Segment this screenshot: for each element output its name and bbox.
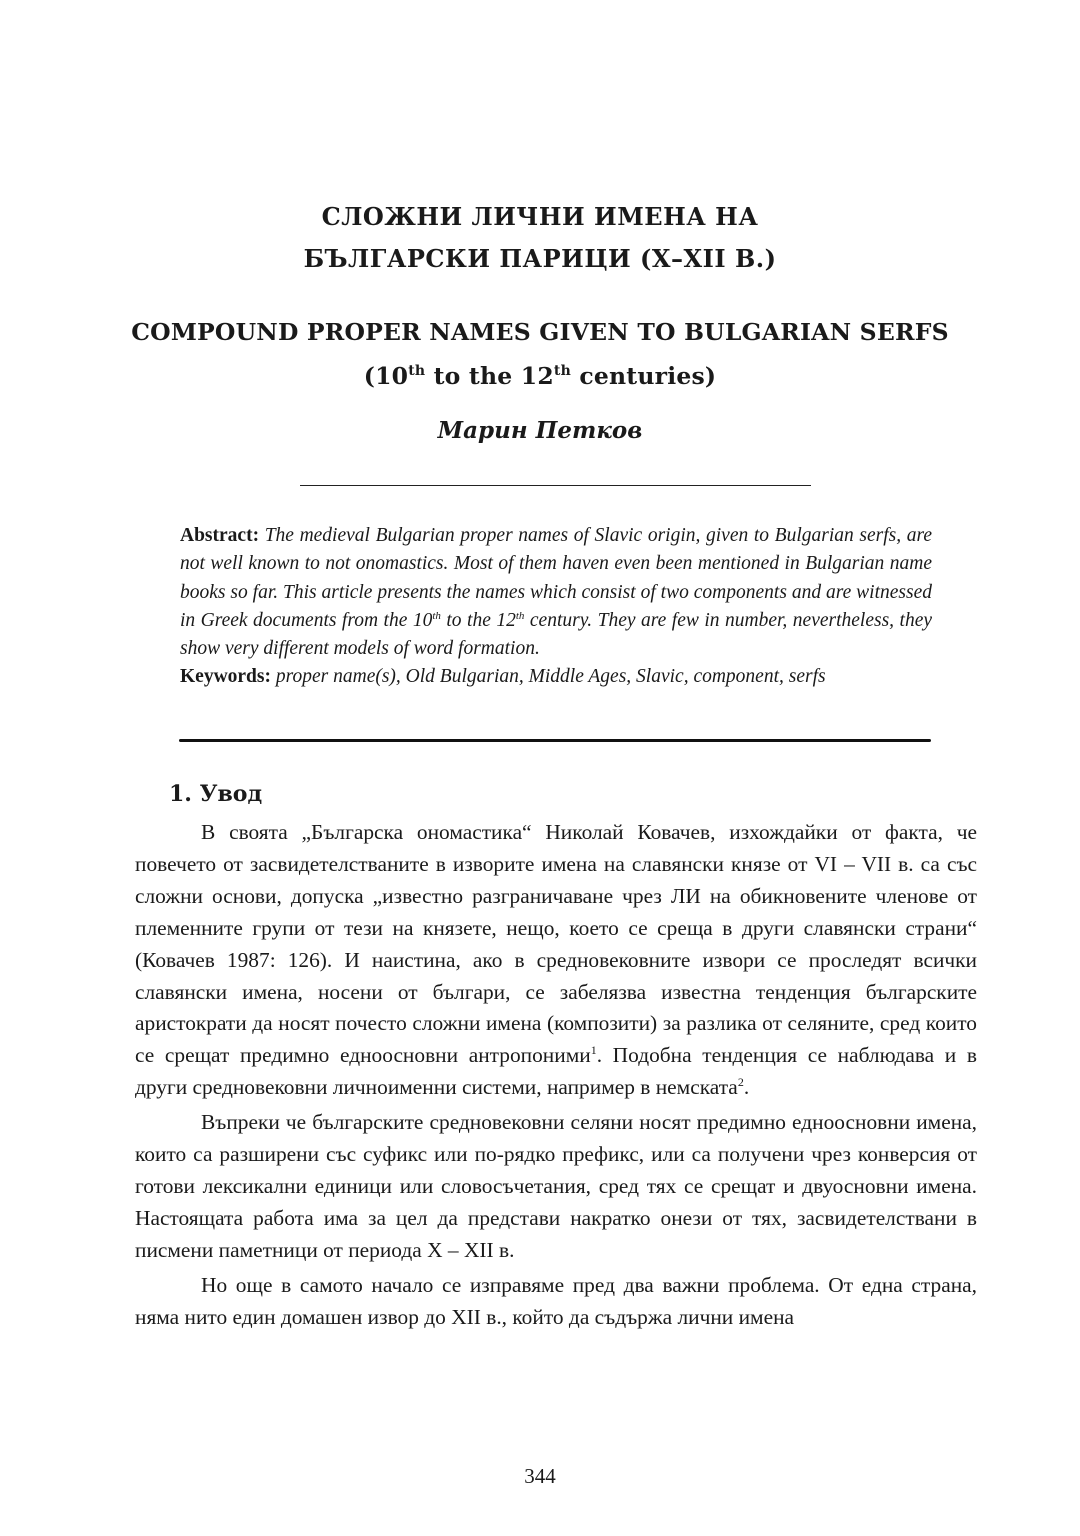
abstract-superscript-b: th xyxy=(515,609,525,622)
footnote-ref-2: 2 xyxy=(737,1075,744,1090)
abstract-divider xyxy=(179,739,931,742)
keywords-text: proper name(s), Old Bulgarian, Middle Ages, Slavic, component, serfs xyxy=(271,666,826,688)
abstract-superscript-a: th xyxy=(432,609,441,622)
keywords-line xyxy=(180,663,932,691)
abstract-label: Abstract: xyxy=(180,525,260,546)
body-text xyxy=(135,817,977,1334)
footnote-ref-1: 1 xyxy=(590,1043,597,1058)
keywords-label: Keywords: xyxy=(180,666,271,688)
abstract-text-a: The medieval Bulgarian proper names of Slavic origin, given to Bulgarian serfs, are not well known to not onomastics. Most of them haven even been mentioned in Bulgarian name books so far. This article presents the names which consist of two components and are witnessed in Greek documents from the 10 xyxy=(180,525,932,631)
title-english-line-1: COMPOUND PROPER NAMES GIVEN TO BULGARIAN SERFS xyxy=(131,318,949,346)
paragraph-1-part-a: В своята „Българска ономастика“ Николай Ковачев, изхождайки от факта, че повечето от засвидетелстваните в изворите имена на славянски князе от VI – VII в. са със сложни основи, допуска „известно разграничаване чрез ЛИ на обикновените членове от племенните групи от тези на князете, нещо, което се среща в други славянски страни“ (Ковачев 1987: 126). И наистина, ако в средновековните извори се проследят всички славянски имена, носени от българи, се забелязва известна тенденция българските аристократи да носят почесто сложни имена (композити) за разлика от селяните, сред които се срещат предимно едноосновни антропоними xyxy=(135,820,977,1068)
author-name: Марин Петков xyxy=(437,417,643,444)
title-english-superscript-b: th xyxy=(553,363,571,379)
abstract-text-c: century. They are few in number, nevertheless, they show very different models of word formation. xyxy=(180,609,933,660)
abstract-block xyxy=(180,522,932,692)
title-english-part-b: to the 12 xyxy=(425,362,554,390)
abstract-text-b: to the 12 xyxy=(440,609,516,631)
paragraph-1 xyxy=(135,817,977,1104)
title-bulgarian-line-2: БЪЛГАРСКИ ПАРИЦИ (X–XII В.) xyxy=(303,244,777,273)
page-number: 344 xyxy=(524,1464,556,1488)
title-english-part-c: centuries) xyxy=(570,362,717,390)
paragraph-1-part-b: . Подобна тенденция се наблюдава и в други средновековни личноименни системи, например в немската xyxy=(135,1043,977,1100)
title-english-superscript-a: th xyxy=(408,363,426,379)
title-english-line-2 xyxy=(0,354,1080,398)
title-divider xyxy=(300,485,811,486)
title-english-part-a: (10 xyxy=(363,362,409,390)
title-bulgarian-line-1: СЛОЖНИ ЛИЧНИ ИМЕНА НА xyxy=(321,202,759,231)
paragraph-3: Но още в самото начало се изправяме пред два важни проблема. От една страна, няма нито един домашен извор до XII в., който да съдържа лични имена xyxy=(135,1272,977,1329)
paragraph-1-part-c: . xyxy=(743,1075,750,1100)
paragraph-2: Въпреки че българските средновековни селяни носят предимно едноосновни имена, които са разширени със суфикс или по-рядко префикс, или са получени чрез конверсия от готови лексикални единици или словосъчетания, сред тях се срещат и двуосновни имена. Настоящата работа има за цел да представи накратко онези от тях, засвидетелствани в писмени паметници от периода X – XII в. xyxy=(135,1110,977,1262)
section-heading: 1. Увод xyxy=(169,781,263,807)
